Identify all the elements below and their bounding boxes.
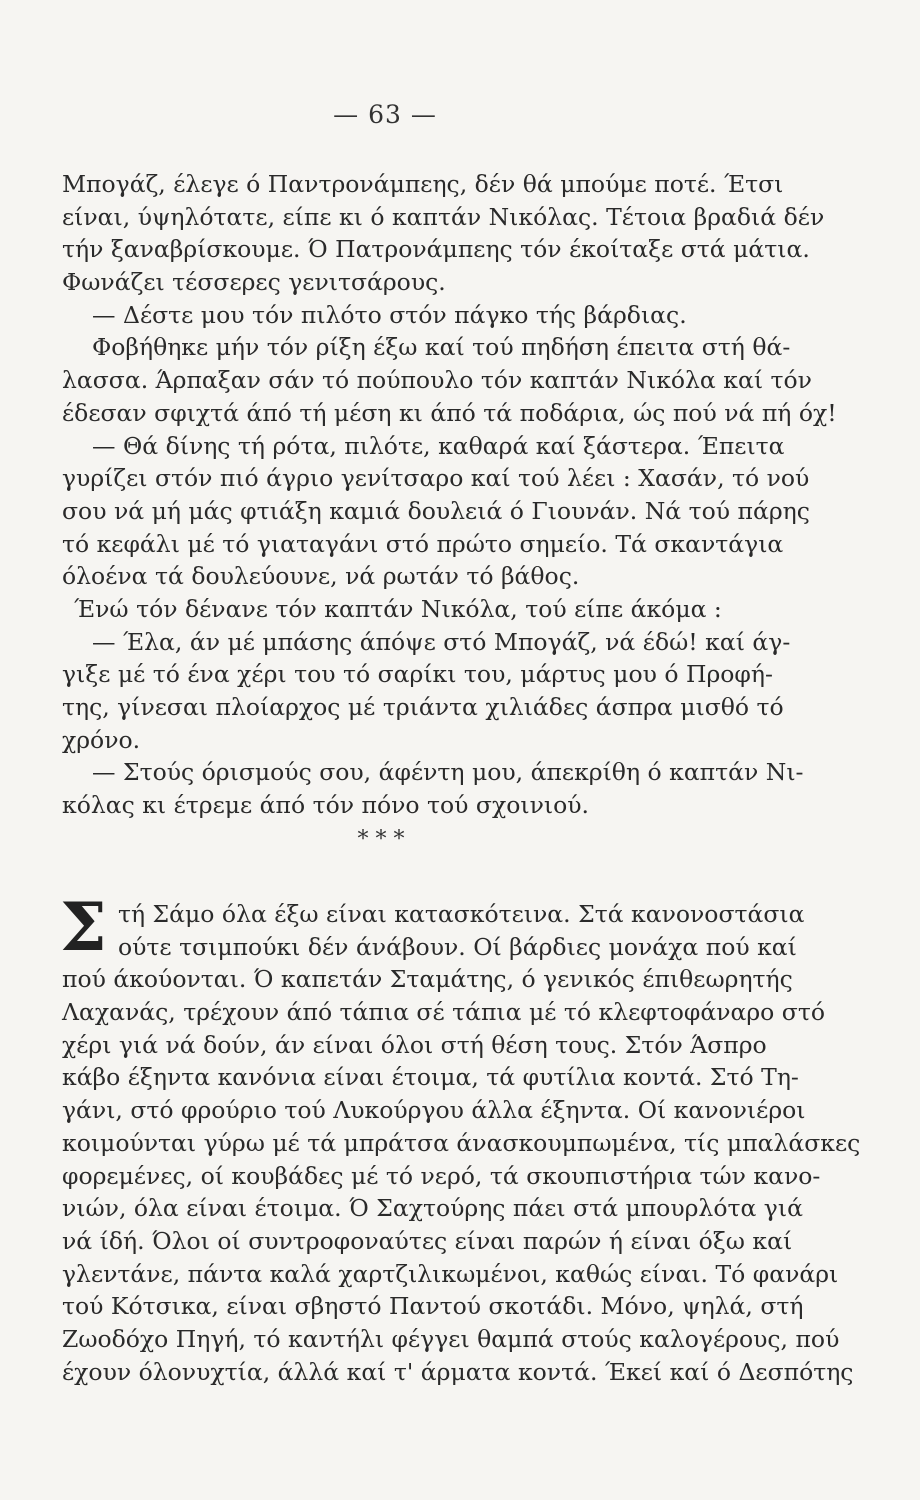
drop-cap: Σ <box>60 888 107 966</box>
text-line: τήν ξαναβρίσκουμε. Ό Πατρονάμπεης τόν έκοίταξε στά μάτια. <box>62 235 810 264</box>
text-line: Φοβήθηκε μήν τόν ρίξη έξω καί τού πηδήση έπειτα στή θά- <box>92 333 791 362</box>
text-line: πού άκούονται. Ό καπετάν Σταμάτης, ό γενικός έπιθεωρητής <box>62 965 793 994</box>
text-line: λασσα. Άρπαξαν σάν τό πούπουλο τόν καπτάν Νικόλα καί τόν <box>62 366 812 395</box>
text-line: — Δέστε μου τόν πιλότο στόν πάγκο τής βάρδιας. <box>92 300 687 329</box>
text-line: — Θά δίνης τή ρότα, πιλότε, καθαρά καί ξάστερα. Έπειτα <box>92 431 785 460</box>
text-line: έδεσαν σφιχτά άπό τή μέση κι άπό τά ποδάρια, ώς πού νά πή όχ! <box>62 398 837 427</box>
text-line: γυρίζει στόν πιό άγριο γενίτσαρο καί τού λέει : Χασάν, τό νού <box>62 464 810 493</box>
body-text-upper <box>62 168 837 822</box>
text-line: ούτε τσιμπούκι δέν άνάβουν. Οί βάρδιες μονάχα πού καί <box>118 932 797 961</box>
text-line: Μπογάζ, έλεγε ό Παντρονάμπεης, δέν θά μπούμε ποτέ. Έτσι <box>62 170 784 198</box>
text-line: χρόνο. <box>62 725 141 754</box>
text-line: είναι, ύψηλότατε, είπε κι ό καπτάν Νικόλας. Τέτοια βραδιά δέν <box>62 202 825 231</box>
text-line: τού Κότσικα, είναι σβηστό Παντού σκοτάδι. Μόνο, ψηλά, στή <box>62 1292 804 1321</box>
text-line: Φωνάζει τέσσερες γενιτσάρους. <box>62 268 446 297</box>
text-line: νά ίδή. Όλοι οί συντροφοναύτες είναι παρών ή είναι όξω καί <box>62 1226 793 1255</box>
section-separator: * * * <box>357 827 405 852</box>
page-number: — 63 — <box>333 100 437 129</box>
text-line: χέρι γιά νά δούν, άν είναι όλοι στή θέση τους. Στόν Άσπρο <box>62 1030 767 1059</box>
text-line: Λαχανάς, τρέχουν άπό τάπια σέ τάπια μέ τό κλεφτοφάναρο στό <box>62 998 825 1027</box>
text-line: — Στούς όρισμούς σου, άφέντη μου, άπεκρίθη ό καπτάν Νι- <box>92 758 804 787</box>
text-line: έχουν όλονυχτία, άλλά καί τ' άρματα κοντά. Έκεί καί ό Δεσπότης <box>62 1357 854 1386</box>
text-line: τή Σάμο όλα έξω είναι κατασκότεινα. Στά κανονοστάσια <box>118 900 805 928</box>
text-line: τό κεφάλι μέ τό γιαταγάνι στό πρώτο σημείο. Τά σκαντάγια <box>62 529 784 558</box>
body-text-lower <box>60 888 861 1388</box>
text-line: κόλας κι έτρεμε άπό τόν πόνο τού σχοινιού. <box>62 791 589 820</box>
text-line: της, γίνεσαι πλοίαρχος μέ τριάντα χιλιάδες άσπρα μισθό τό <box>62 693 784 721</box>
text-line: γλεντάνε, πάντα καλά χαρτζιλικωμένοι, καθώς είναι. Τό φανάρι <box>62 1259 839 1288</box>
text-line: Ζωοδόχο Πηγή, τό καντήλι φέγγει θαμπά στούς καλογέρους, πού <box>62 1324 840 1353</box>
text-line: γιξε μέ τό ένα χέρι του τό σαρίκι του, μάρτυς μου ό Προφή- <box>62 660 773 689</box>
text-line: σου νά μή μάς φτιάξη καμιά δουλειά ό Γιουνάν. Νά τού πάρης <box>62 496 810 525</box>
text-line: φορεμένες, οί κουβάδες μέ τό νερό, τά σκουπιστήρια τών κανο- <box>62 1161 821 1190</box>
text-line: Ένώ τόν δένανε τόν καπτάν Νικόλα, τού είπε άκόμα : <box>74 594 722 623</box>
text-line: — Έλα, άν μέ μπάσης άπόψε στό Μπογάζ, νά έδώ! καί άγ- <box>92 627 791 656</box>
text-line: κοιμούνται γύρω μέ τά μπράτσα άνασκουμπωμένα, τίς μπαλάσκες <box>62 1128 861 1157</box>
text-line: νιών, όλα είναι έτοιμα. Ό Σαχτούρης πάει στά μπουρλότα γιά <box>62 1194 803 1223</box>
text-line: γάνι, στό φρούριο τού Λυκούργου άλλα έξηντα. Οί κανονιέροι <box>62 1096 806 1125</box>
text-line: κάβο έξηντα κανόνια είναι έτοιμα, τά φυτίλια κοντά. Στό Τη- <box>62 1063 799 1092</box>
text-line: όλοένα τά δουλεύουνε, νά ρωτάν τό βάθος. <box>62 562 580 591</box>
